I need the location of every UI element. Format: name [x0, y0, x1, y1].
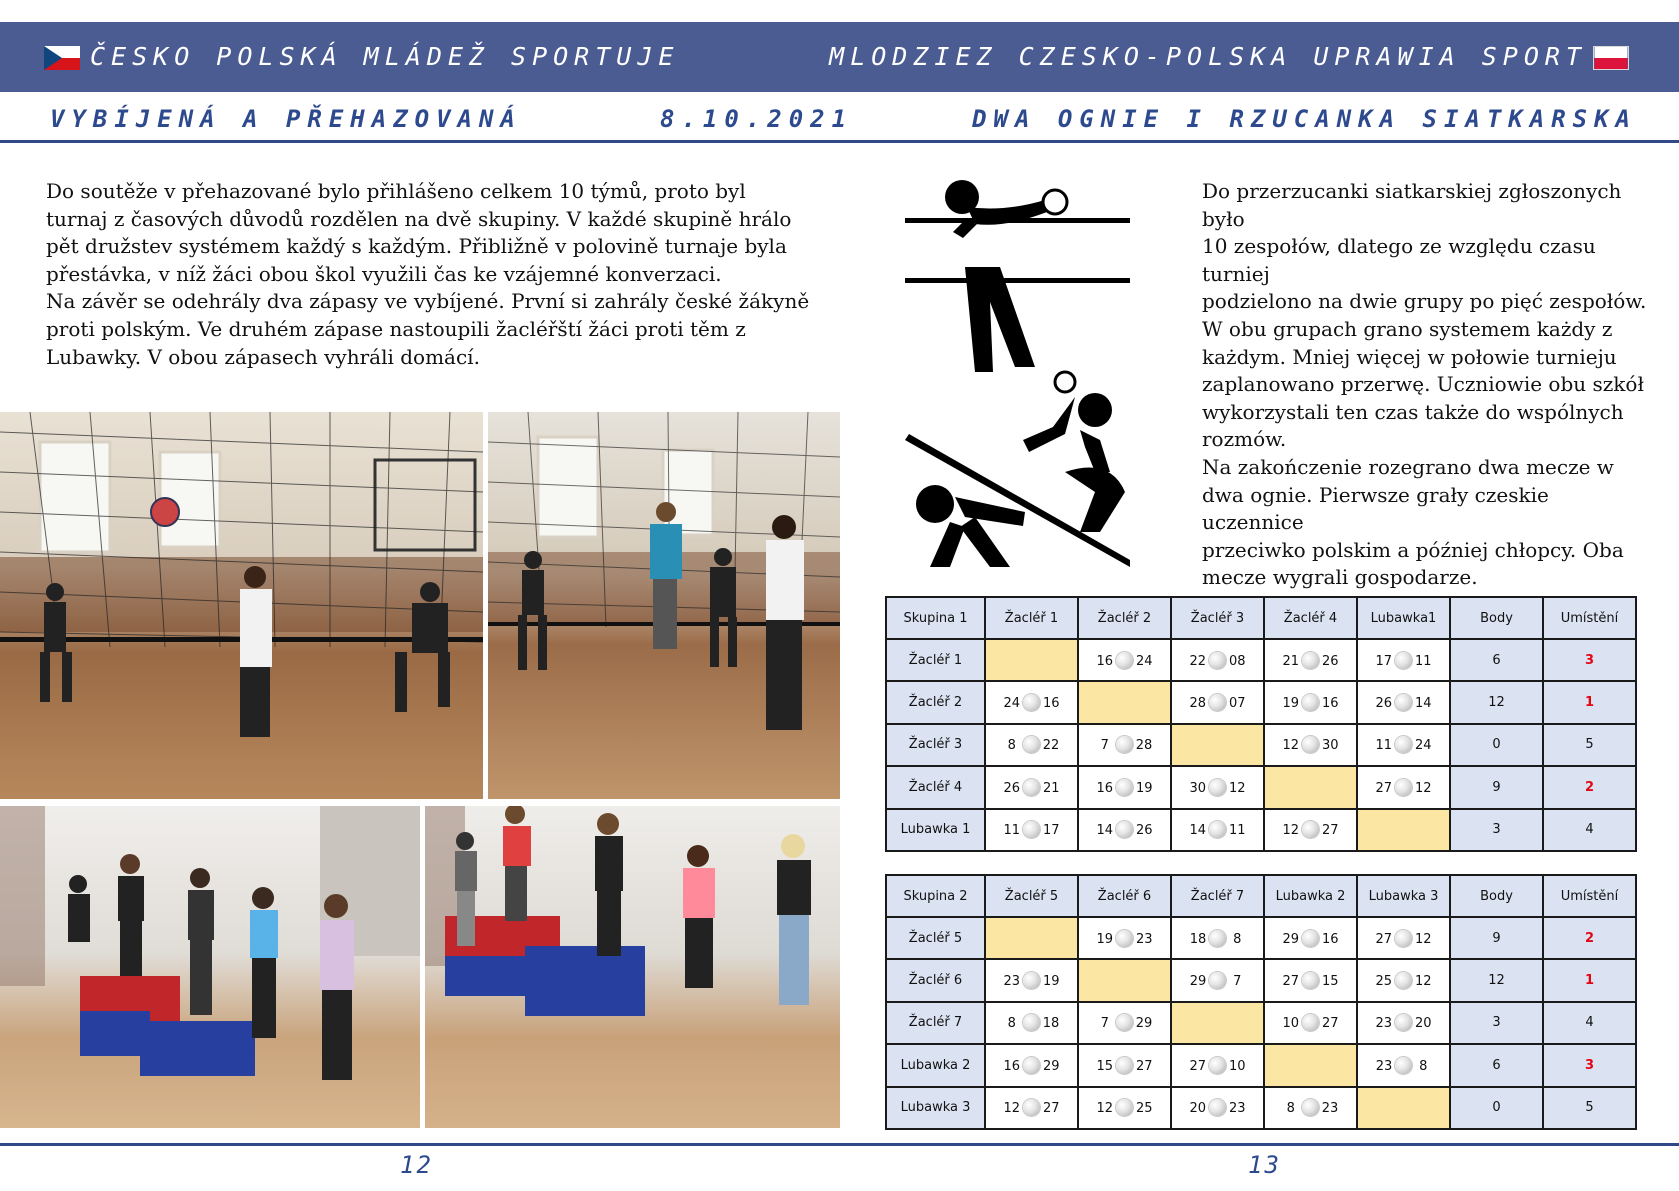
- score-cell: [1357, 959, 1450, 1001]
- score-cell: [1171, 681, 1264, 723]
- score-cell: [1264, 1002, 1357, 1044]
- score-home: 27: [1282, 974, 1299, 990]
- self-match-cell: [985, 917, 1078, 959]
- score-away: 17: [1043, 823, 1060, 839]
- page-number-right: 13: [1248, 1151, 1281, 1179]
- score-home: 20: [1189, 1101, 1206, 1117]
- self-match-cell: [1078, 681, 1171, 723]
- volleyball-icon: [1395, 779, 1412, 796]
- score-away: 27: [1322, 823, 1339, 839]
- placement-cell: 2: [1543, 917, 1636, 959]
- volleyball-icon: [1023, 1057, 1040, 1074]
- team-name-cell: Žacléř 3: [886, 724, 985, 766]
- score-home: 8: [1286, 1101, 1295, 1117]
- points-cell: 6: [1450, 639, 1543, 681]
- table-row: [886, 724, 1636, 766]
- score-home: 14: [1096, 823, 1113, 839]
- article-text-pl: Do przerzucanki siatkarskiej zgłoszonych było 10 zespołów, dlatego ze względu czasu turniej podzielono na dwie grupy po pięć zespołów. W obu grupach grano systemem każdy z każdym. Mniej więcej w połowie turnieju zaplanowano przerwę. Uczniowie obu szkół wykorzystali ten czas także do wspólnych rozmów. Na zakończenie rozegrano dwa mecze w dwa ognie. Pierwsze grały czeskie uczennice przeciwko polskim a później chłopcy. Oba mecze wygrali gospodarze.: [1202, 179, 1647, 590]
- header-title-cz: ČESKO POLSKÁ MLÁDEŽ SPORTUJE: [90, 42, 680, 71]
- score-home: 8: [1007, 738, 1016, 754]
- score-away: 15: [1322, 974, 1339, 990]
- event-date: 8.10.2021: [660, 105, 854, 133]
- czech-flag-icon: [44, 46, 80, 70]
- score-away: 20: [1415, 1016, 1432, 1032]
- table-row: [886, 809, 1636, 851]
- volleyball-icon: [1023, 736, 1040, 753]
- score-home: 16: [1003, 1058, 1020, 1074]
- table-header-row: [886, 875, 1636, 917]
- column-header: Body: [1450, 597, 1543, 639]
- volleyball-icon: [1116, 652, 1133, 669]
- placement-cell: 3: [1543, 1044, 1636, 1086]
- score-cell: [1264, 959, 1357, 1001]
- score-home: 11: [1375, 738, 1392, 754]
- points-cell: 0: [1450, 1087, 1543, 1129]
- volleyball-icon: [1116, 821, 1133, 838]
- column-header: Lubawka 3: [1357, 875, 1450, 917]
- score-cell: [1357, 724, 1450, 766]
- score-away: 24: [1415, 738, 1432, 754]
- team-name-cell: Žacléř 7: [886, 1002, 985, 1044]
- score-home: 8: [1007, 1016, 1016, 1032]
- column-header: Žacléř 7: [1171, 875, 1264, 917]
- score-cell: [985, 1087, 1078, 1129]
- score-cell: [1357, 639, 1450, 681]
- score-cell: [1171, 809, 1264, 851]
- score-home: 29: [1189, 974, 1207, 990]
- team-name-cell: Žacléř 4: [886, 766, 985, 808]
- column-header: Body: [1450, 875, 1543, 917]
- volleyball-icon: [1395, 652, 1412, 669]
- volleyball-icon: [1209, 652, 1226, 669]
- score-home: 12: [1282, 823, 1299, 839]
- score-cell: [1264, 639, 1357, 681]
- placement-cell: 3: [1543, 639, 1636, 681]
- score-cell: [1171, 1044, 1264, 1086]
- score-home: 18: [1189, 931, 1207, 947]
- volleyball-icon: [1302, 652, 1319, 669]
- table-row: [886, 1044, 1636, 1086]
- score-home: 29: [1282, 931, 1299, 947]
- volleyball-icon: [1023, 1014, 1040, 1031]
- table-row: [886, 639, 1636, 681]
- score-away: 30: [1322, 738, 1339, 754]
- score-away: 23: [1229, 1101, 1246, 1117]
- header-title-pl: MLODZIEZ CZESKO-POLSKA UPRAWIA SPORT: [829, 42, 1587, 71]
- score-cell: [1357, 917, 1450, 959]
- volleyball-icon: [1395, 930, 1412, 947]
- points-cell: 9: [1450, 917, 1543, 959]
- score-away: 29: [1135, 1016, 1153, 1032]
- score-away: 21: [1043, 780, 1060, 796]
- score-home: 26: [1003, 780, 1020, 796]
- points-cell: 0: [1450, 724, 1543, 766]
- self-match-cell: [1171, 724, 1264, 766]
- self-match-cell: [1357, 1087, 1450, 1129]
- score-cell: [1078, 917, 1171, 959]
- volleyball-icon: [1116, 779, 1133, 796]
- score-away: 19: [1043, 974, 1060, 990]
- score-home: 23: [1003, 974, 1020, 990]
- score-away: 16: [1322, 696, 1339, 712]
- score-away: 8: [1419, 1058, 1428, 1074]
- results-table-group-1: [885, 596, 1637, 852]
- results-table-group-2: [885, 874, 1637, 1130]
- score-away: 08: [1229, 653, 1246, 669]
- placement-cell: 5: [1543, 724, 1636, 766]
- table-row: [886, 917, 1636, 959]
- section-title-cz: VYBÍJENÁ A PŘEHAZOVANÁ: [50, 105, 522, 133]
- score-away: 25: [1136, 1101, 1153, 1117]
- score-home: 11: [1003, 823, 1020, 839]
- table-row: [886, 766, 1636, 808]
- score-home: 27: [1375, 780, 1392, 796]
- placement-cell: 4: [1543, 809, 1636, 851]
- score-home: 23: [1375, 1016, 1392, 1032]
- self-match-cell: [1264, 1044, 1357, 1086]
- table-header-row: [886, 597, 1636, 639]
- points-cell: 6: [1450, 1044, 1543, 1086]
- volleyball-icon: [1116, 930, 1133, 947]
- score-home: 24: [1003, 696, 1020, 712]
- column-header: Žacléř 6: [1078, 875, 1171, 917]
- volleyball-pictogram-icon: [905, 172, 1130, 567]
- score-cell: [985, 766, 1078, 808]
- score-away: 12: [1415, 780, 1432, 796]
- volleyball-icon: [1116, 1057, 1133, 1074]
- score-cell: [985, 959, 1078, 1001]
- team-name-cell: Žacléř 1: [886, 639, 985, 681]
- score-away: 23: [1136, 931, 1153, 947]
- score-cell: [1264, 724, 1357, 766]
- score-home: 17: [1375, 653, 1392, 669]
- score-cell: [1078, 766, 1171, 808]
- volleyball-icon: [1302, 930, 1319, 947]
- score-away: 8: [1233, 931, 1242, 947]
- score-cell: [985, 809, 1078, 851]
- score-away: 28: [1135, 738, 1153, 754]
- score-home: 30: [1189, 780, 1206, 796]
- placement-cell: 1: [1543, 959, 1636, 1001]
- team-name-cell: Lubawka 1: [886, 809, 985, 851]
- volleyball-icon: [1209, 1057, 1226, 1074]
- score-home: 12: [1096, 1101, 1113, 1117]
- volleyball-icon: [1023, 779, 1040, 796]
- team-name-cell: Žacléř 6: [886, 959, 985, 1001]
- score-cell: [1264, 1087, 1357, 1129]
- volleyball-icon: [1395, 694, 1412, 711]
- score-away: 22: [1042, 738, 1060, 754]
- score-away: 16: [1322, 931, 1339, 947]
- page-number-left: 12: [400, 1151, 433, 1179]
- score-away: 14: [1415, 696, 1432, 712]
- volleyball-icon: [1395, 972, 1412, 989]
- points-cell: 12: [1450, 959, 1543, 1001]
- score-away: 11: [1415, 653, 1432, 669]
- volleyball-icon: [1302, 1099, 1319, 1116]
- score-home: 14: [1189, 823, 1206, 839]
- volleyball-icon: [1395, 1057, 1412, 1074]
- score-home: 22: [1189, 653, 1206, 669]
- self-match-cell: [1171, 1002, 1264, 1044]
- team-name-cell: Žacléř 2: [886, 681, 985, 723]
- volleyball-icon: [1116, 1014, 1133, 1031]
- team-name-cell: Lubawka 2: [886, 1044, 985, 1086]
- table-row: [886, 959, 1636, 1001]
- score-home: 27: [1189, 1058, 1206, 1074]
- score-cell: [1078, 809, 1171, 851]
- score-away: 12: [1415, 974, 1432, 990]
- volleyball-icon: [1116, 1099, 1133, 1116]
- score-cell: [985, 681, 1078, 723]
- score-cell: [1264, 681, 1357, 723]
- column-header: Umístění: [1543, 597, 1636, 639]
- score-away: 27: [1043, 1101, 1060, 1117]
- score-cell: [1357, 1002, 1450, 1044]
- score-away: 26: [1136, 823, 1153, 839]
- team-name-cell: Lubawka 3: [886, 1087, 985, 1129]
- points-cell: 12: [1450, 681, 1543, 723]
- score-cell: [1078, 639, 1171, 681]
- score-cell: [1171, 1087, 1264, 1129]
- article-text-cz: Do soutěže v přehazované bylo přihlášeno celkem 10 týmů, proto byl turnaj z časových důvodů rozdělen na dvě skupiny. V každé skupině hrálo pět družstev systémem každý s každým. Přibližně v polovině turnaje byla přestávka, v níž žáci obou škol využili čas ke vzájemné konverzaci. Na závěr se odehrály dva zápasy ve vybíjené. První si zahrály české žákyně proti polským. Ve druhém zápase nastoupili žacléřští žáci proti těm z Lubawky. V obou zápasech vyhráli domácí.: [46, 179, 810, 369]
- score-home: 15: [1096, 1058, 1113, 1074]
- table-row: [886, 1002, 1636, 1044]
- score-home: 12: [1003, 1101, 1020, 1117]
- placement-cell: 5: [1543, 1087, 1636, 1129]
- score-cell: [985, 1044, 1078, 1086]
- column-header: Žacléř 1: [985, 597, 1078, 639]
- volleyball-icon: [1023, 821, 1040, 838]
- score-home: 19: [1096, 931, 1113, 947]
- self-match-cell: [1264, 766, 1357, 808]
- volleyball-icon: [1116, 736, 1133, 753]
- score-away: 23: [1321, 1101, 1339, 1117]
- score-away: 10: [1229, 1058, 1246, 1074]
- score-away: 7: [1233, 974, 1242, 990]
- team-name-cell: Žacléř 5: [886, 917, 985, 959]
- section-title-pl: DWA OGNIE I RZUCANKA SIATKARSKA: [972, 105, 1637, 133]
- photo-volleyball-match-2: [488, 412, 840, 799]
- score-away: 16: [1043, 696, 1060, 712]
- score-cell: [1078, 724, 1171, 766]
- score-home: 26: [1375, 696, 1392, 712]
- volleyball-icon: [1209, 930, 1226, 947]
- score-away: 18: [1042, 1016, 1060, 1032]
- photo-volleyball-match-1: [0, 412, 483, 799]
- placement-cell: 1: [1543, 681, 1636, 723]
- column-header: Lubawka 2: [1264, 875, 1357, 917]
- header-divider: [0, 140, 1679, 143]
- score-home: 7: [1100, 738, 1109, 754]
- polish-flag-icon: [1593, 46, 1629, 70]
- table-row: [886, 681, 1636, 723]
- score-away: 29: [1043, 1058, 1060, 1074]
- photo-podium-1: [0, 806, 420, 1128]
- volleyball-icon: [1302, 821, 1319, 838]
- volleyball-icon: [1209, 1099, 1226, 1116]
- score-cell: [1171, 639, 1264, 681]
- volleyball-icon: [1395, 736, 1412, 753]
- score-cell: [1078, 1044, 1171, 1086]
- score-cell: [1078, 1087, 1171, 1129]
- score-home: 25: [1375, 974, 1392, 990]
- score-home: 10: [1282, 1016, 1299, 1032]
- score-home: 12: [1282, 738, 1299, 754]
- score-home: 28: [1189, 696, 1206, 712]
- points-cell: 3: [1450, 809, 1543, 851]
- photo-podium-2: [425, 806, 840, 1128]
- volleyball-icon: [1023, 694, 1040, 711]
- volleyball-icon: [1209, 694, 1226, 711]
- score-cell: [1357, 766, 1450, 808]
- column-header: Žacléř 5: [985, 875, 1078, 917]
- score-away: 12: [1229, 780, 1246, 796]
- score-cell: [1264, 809, 1357, 851]
- volleyball-icon: [1023, 1099, 1040, 1116]
- column-header: Žacléř 3: [1171, 597, 1264, 639]
- score-home: 16: [1096, 653, 1113, 669]
- column-header: Žacléř 4: [1264, 597, 1357, 639]
- score-cell: [1171, 959, 1264, 1001]
- volleyball-icon: [1302, 1014, 1319, 1031]
- score-cell: [1078, 1002, 1171, 1044]
- placement-cell: 2: [1543, 766, 1636, 808]
- score-home: 21: [1282, 653, 1299, 669]
- column-header: Umístění: [1543, 875, 1636, 917]
- score-cell: [1171, 917, 1264, 959]
- score-cell: [1171, 766, 1264, 808]
- volleyball-icon: [1302, 736, 1319, 753]
- volleyball-icon: [1023, 972, 1040, 989]
- score-home: 19: [1282, 696, 1299, 712]
- points-cell: 9: [1450, 766, 1543, 808]
- volleyball-icon: [1209, 972, 1226, 989]
- footer-divider: [0, 1143, 1679, 1146]
- score-home: 7: [1100, 1016, 1109, 1032]
- self-match-cell: [985, 639, 1078, 681]
- volleyball-icon: [1302, 972, 1319, 989]
- score-away: 27: [1322, 1016, 1339, 1032]
- column-header: Skupina 1: [886, 597, 985, 639]
- points-cell: 3: [1450, 1002, 1543, 1044]
- volleyball-icon: [1395, 1014, 1412, 1031]
- score-cell: [1264, 917, 1357, 959]
- score-away: 11: [1229, 823, 1246, 839]
- column-header: Lubawka1: [1357, 597, 1450, 639]
- placement-cell: 4: [1543, 1002, 1636, 1044]
- score-away: 27: [1136, 1058, 1153, 1074]
- score-away: 26: [1322, 653, 1339, 669]
- score-cell: [1357, 1044, 1450, 1086]
- volleyball-icon: [1209, 821, 1226, 838]
- score-away: 07: [1229, 696, 1246, 712]
- self-match-cell: [1078, 959, 1171, 1001]
- score-cell: [1357, 681, 1450, 723]
- score-home: 23: [1375, 1058, 1393, 1074]
- score-away: 19: [1136, 780, 1153, 796]
- volleyball-icon: [1302, 694, 1319, 711]
- score-cell: [985, 1002, 1078, 1044]
- volleyball-icon: [1209, 779, 1226, 796]
- column-header: Žacléř 2: [1078, 597, 1171, 639]
- score-cell: [985, 724, 1078, 766]
- self-match-cell: [1357, 809, 1450, 851]
- score-away: 24: [1136, 653, 1153, 669]
- table-row: [886, 1087, 1636, 1129]
- score-home: 27: [1375, 931, 1392, 947]
- score-away: 12: [1415, 931, 1432, 947]
- column-header: Skupina 2: [886, 875, 985, 917]
- score-home: 16: [1096, 780, 1113, 796]
